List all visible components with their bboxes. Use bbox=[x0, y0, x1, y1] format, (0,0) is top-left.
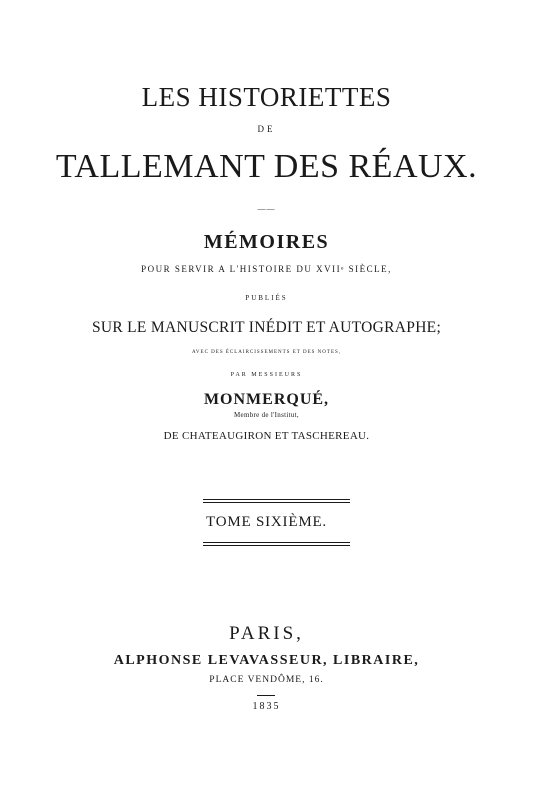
editors-par: PAR MESSIEURS bbox=[230, 372, 303, 378]
imprint-dash bbox=[257, 695, 275, 696]
top-rule bbox=[203, 499, 350, 500]
editor-affiliation: Membre de l'Institut, bbox=[234, 411, 299, 419]
imprint-city: PARIS, bbox=[229, 623, 304, 644]
editor-monmerque: MONMERQUÉ, bbox=[203, 391, 330, 408]
imprint-publisher: ALPHONSE LEVAVASSEUR, LIBRAIRE, bbox=[113, 653, 420, 668]
imprint-year: 1835 bbox=[252, 701, 281, 712]
title-line-historiettes: LES HISTORIETTES bbox=[141, 82, 392, 112]
editors-others: DE CHATEAUGIRON ET TASCHEREAU. bbox=[163, 430, 370, 442]
title-line-author: TALLEMANT DES RÉAUX. bbox=[55, 148, 478, 185]
decorative-dash: —— bbox=[257, 204, 276, 213]
subtitle-eclaircissements: AVEC DES ÉCLAIRCISSEMENTS ET DES NOTES, bbox=[191, 350, 342, 355]
title-line-de: DE bbox=[257, 124, 276, 134]
imprint-address: PLACE VENDÔME, 16. bbox=[209, 675, 324, 685]
subtitle-manuscrit: SUR LE MANUSCRIT INÉDIT ET AUTOGRAPHE; bbox=[91, 319, 442, 336]
subtitle-publies: PUBLIÉS bbox=[245, 294, 288, 302]
subtitle-memoires: MÉMOIRES bbox=[203, 231, 330, 253]
subtitle-pour-servir: POUR SERVIR A L'HISTOIRE DU XVIIᵉ SIÈCLE, bbox=[141, 264, 392, 274]
bottom-rule bbox=[203, 542, 350, 543]
volume-label: TOME SIXIÈME. bbox=[206, 514, 327, 530]
